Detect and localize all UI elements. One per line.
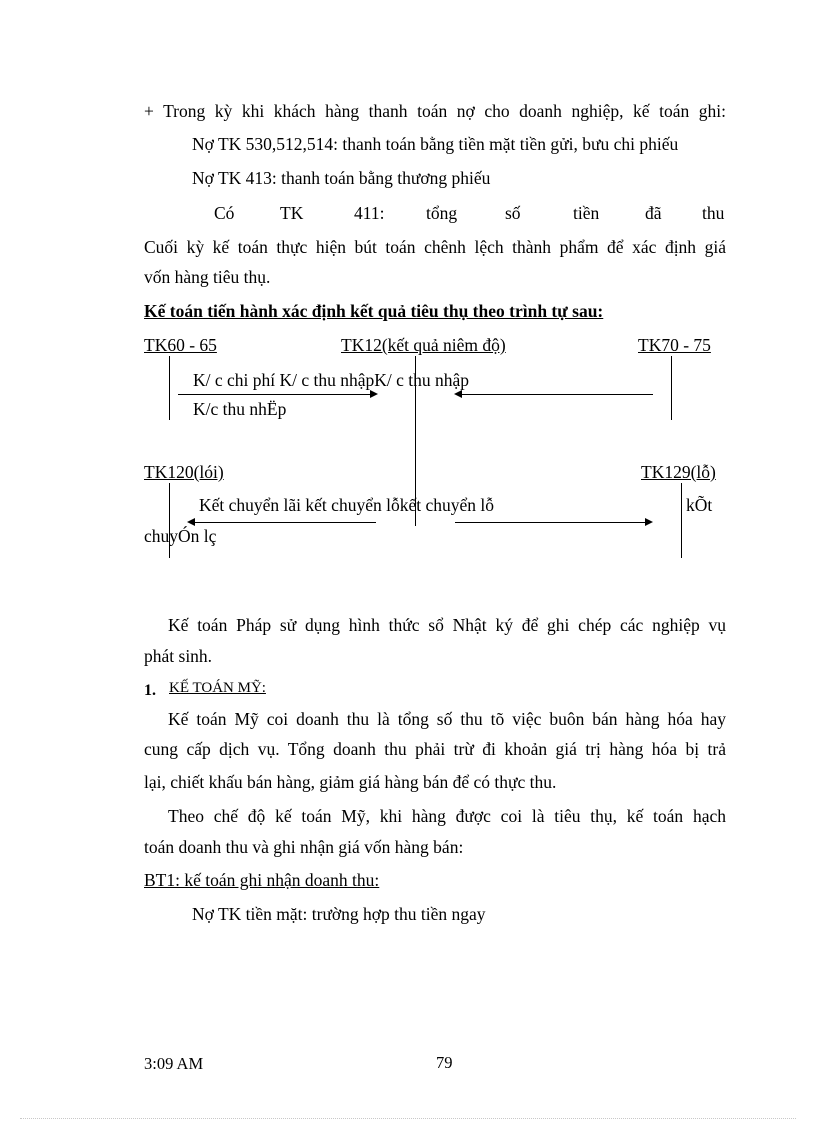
account-tk120: TK120(lói) [144, 462, 224, 482]
body-line-1: + Trong kỳ khi khách hàng thanh toán nợ cho doanh nghiệp, kế toán ghi: [144, 101, 726, 121]
page-number: 79 [436, 1053, 453, 1072]
row2-right-label: kÕt [686, 495, 713, 515]
body-line-6: vốn hàng tiêu thụ. [144, 267, 271, 287]
arrow-right-to-mid [462, 394, 653, 395]
us-p2-line-2: toán doanh thu và ghi nhận giá vốn hàng bán: [144, 837, 464, 857]
row2-label: Kết chuyển lãi kết chuyển lỗkết chuyển lỗ [199, 495, 494, 515]
heading-process: Kế toán tiến hành xác định kết quả tiêu thụ theo trình tự sau: [144, 301, 604, 321]
account-line-left [169, 356, 170, 420]
bt1-heading: BT1: kế toán ghi nhận doanh thu: [144, 870, 380, 890]
arrow-left-to-mid [178, 394, 370, 395]
co-word: đã [645, 203, 662, 223]
co-word: thu [702, 203, 725, 223]
arrow-head-left [187, 518, 195, 526]
account-line-right [671, 356, 672, 420]
arrow-head-right [370, 390, 378, 398]
co-word: 411: [354, 203, 385, 223]
account-tk70-75: TK70 - 75 [638, 335, 711, 355]
co-word: Có [214, 203, 235, 223]
para-france-line-2: phát sinh. [144, 646, 213, 666]
account-tk12: TK12(kết quả niêm độ) [341, 335, 506, 355]
section-title: KẾ TOÁN MỸ: [169, 680, 266, 696]
co-word: TK [280, 203, 304, 223]
page-edge [20, 1118, 796, 1119]
account-tk60-65: TK60 - 65 [144, 335, 217, 355]
us-p1-line-2: cung cấp dịch vụ. Tổng doanh thu phải trừ đi khoản giá trị hàng hóa bị trả [144, 739, 726, 759]
row1-label: K/ c chi phí K/ c thu nhậpK/ c thu nhập [193, 370, 470, 390]
arrow-mid-to-tk120 [195, 522, 376, 523]
row1-label-2: K/c thu nhËp [193, 399, 287, 419]
arrow-head-right [645, 518, 653, 526]
body-line-5: Cuối kỳ kế toán thực hiện bút toán chênh lệch thành phẩm để xác định giá [144, 237, 726, 257]
arrow-mid-to-tk129 [455, 522, 645, 523]
co-word: số [505, 203, 521, 223]
row2-wrap-label: chuyÓn lç [144, 526, 217, 546]
footer-time: 3:09 AM [144, 1054, 204, 1073]
us-p1-line-3: lại, chiết khấu bán hàng, giảm giá hàng bán để có thực thu. [144, 772, 557, 792]
co-word: tổng [426, 203, 458, 223]
co-word: tiền [573, 203, 600, 223]
arrow-head-left [454, 390, 462, 398]
us-p2-line-1: Theo chế độ kế toán Mỹ, khi hàng được coi là tiêu thụ, kế toán hạch [168, 806, 726, 826]
para-france-line-1: Kế toán Pháp sử dụng hình thức sổ Nhật ký để ghi chép các nghiệp vụ [168, 615, 726, 635]
body-line-3: Nợ TK 413: thanh toán bằng thương phiếu [192, 168, 491, 188]
account-line-tk129 [681, 483, 682, 558]
bt1-line: Nợ TK tiền mặt: trường hợp thu tiền ngay [192, 904, 486, 924]
us-p1-line-1: Kế toán Mỹ coi doanh thu là tổng số thu tõ việc buôn bán hàng hóa hay [168, 709, 726, 729]
account-tk129: TK129(lỗ) [641, 462, 716, 482]
body-line-2: Nợ TK 530,512,514: thanh toán bằng tiền mặt tiền gửi, bưu chi phiếu [192, 134, 679, 154]
section-number: 1. [144, 682, 156, 699]
